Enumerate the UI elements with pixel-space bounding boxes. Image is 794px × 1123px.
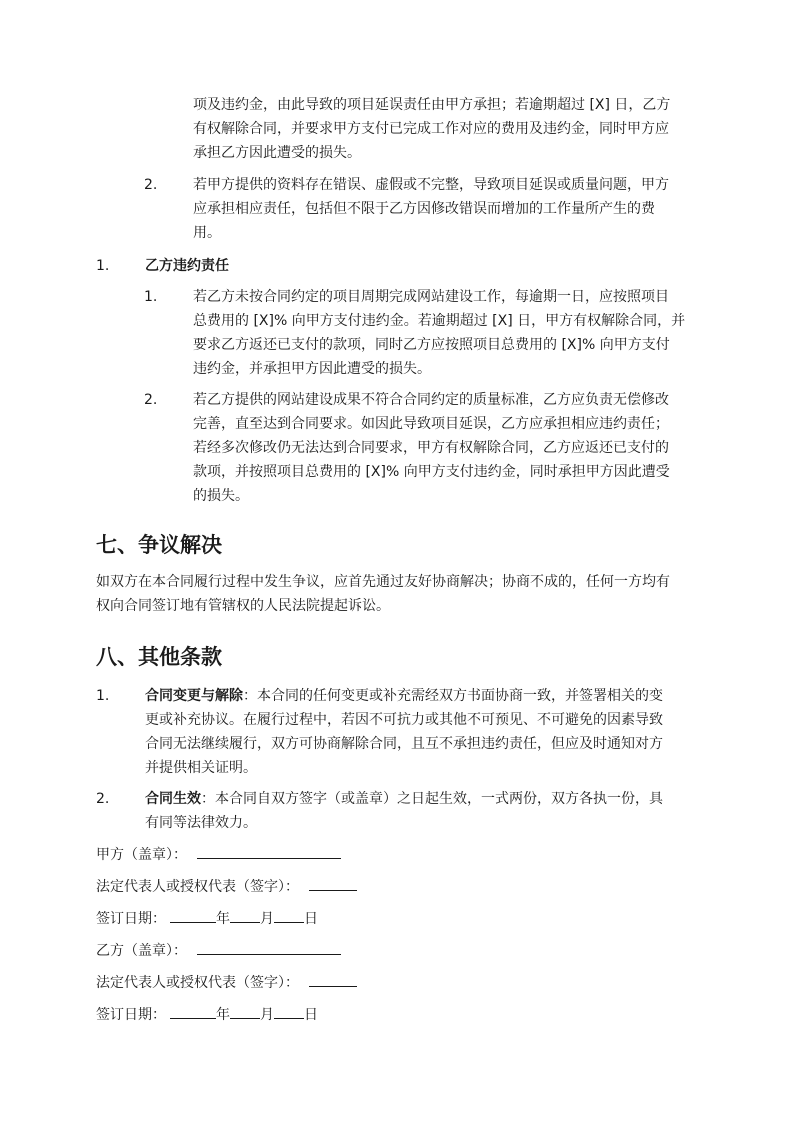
party-a-rep-row [96,874,357,899]
text-line: 要求乙方返还已支付的款项，同时乙方应按照项目总费用的 [X]% 向甲方支付 [193,337,670,353]
party-a-date-row [96,906,318,931]
date-label: 签订日期： [96,1007,166,1023]
day-label: 日 [304,911,318,927]
text-line: 总费用的 [X]% 向甲方支付违约金。若逾期超过 [X] 日，甲方有权解除合同，并 [193,313,686,329]
year-blank[interactable] [170,1002,216,1019]
text-line: 项及违约金，由此导致的项目延误责任由甲方承担；若逾期超过 [X] 日，乙方 [193,97,671,113]
text-line: 更或补充协议。在履行过程中，若因不可抗力或其他不可预见、不可避免的因素导致 [145,712,663,728]
year-label: 年 [216,1007,230,1023]
month-label: 月 [260,911,274,927]
party-b-item2 [193,388,670,508]
clause-label: 合同生效 [145,791,201,807]
party-b-rep-row [96,970,357,995]
year-label: 年 [216,911,230,927]
text-line: 用。 [193,225,221,241]
section-7-body [96,570,670,618]
party-a-item2 [193,173,669,245]
text-line [145,787,663,811]
party-a-rep-blank[interactable] [309,874,357,891]
text-line [145,684,663,708]
text-line: 若甲方提供的资料存在错误、虚假或不完整，导致项目延误或质量问题，甲方 [193,177,669,193]
party-a-seal-label: 甲方（盖章）： [96,847,187,863]
month-blank[interactable] [230,1002,260,1019]
section-7-title: 七、争议解决 [96,533,222,557]
party-a-seal-row [96,842,341,867]
text-line: 若乙方提供的网站建设成果不符合合同约定的质量标准，乙方应负责无偿修改 [193,392,669,408]
party-a-seal-blank[interactable] [197,842,341,859]
section-8-item2 [145,787,663,835]
text-line: 的损失。 [193,488,249,504]
party-b-seal-row [96,938,341,963]
text-line: 款项，并按照项目总费用的 [X]% 向甲方支付违约金，同时承担甲方因此遭受 [193,464,670,480]
section-8-item1 [145,684,663,780]
clause-text: ：本合同的任何变更或补充需经双方书面协商一致，并签署相关的变 [243,688,663,704]
list-number: 2. [144,392,158,408]
party-b-breach-heading: 乙方违约责任 [145,258,229,274]
list-number: 1. [96,688,110,704]
party-a-item1-continuation [193,93,670,165]
text-line: 应承担相应责任，包括但不限于乙方因修改错误而增加的工作量所产生的费 [193,201,655,217]
date-label: 签订日期： [96,911,166,927]
day-label: 日 [304,1007,318,1023]
text-line: 承担乙方因此遭受的损失。 [193,145,361,161]
text-line: 若经多次修改仍无法达到合同要求，甲方有权解除合同，乙方应返还已支付的 [193,440,669,456]
party-b-rep-blank[interactable] [309,970,357,987]
list-number: 2. [96,791,110,807]
party-a-rep-label: 法定代表人或授权代表（签字）： [96,879,299,895]
clause-text: ：本合同自双方签字（或盖章）之日起生效，一式两份，双方各执一份，具 [201,791,663,807]
day-blank[interactable] [274,906,304,923]
section-8-title: 八、其他条款 [96,645,222,669]
text-line: 并提供相关证明。 [145,760,257,776]
year-blank[interactable] [170,906,216,923]
text-line: 完善，直至达到合同要求。如因此导致项目延误，乙方应承担相应违约责任； [193,416,669,432]
clause-label: 合同变更与解除 [145,688,243,704]
month-label: 月 [260,1007,274,1023]
text-line: 有权解除合同，并要求甲方支付已完成工作对应的费用及违约金，同时甲方应 [193,121,669,137]
text-line: 合同无法继续履行，双方可协商解除合同，且互不承担违约责任，但应及时通知对方 [145,736,663,752]
month-blank[interactable] [230,906,260,923]
list-number: 1. [96,258,110,274]
list-number: 1. [144,289,158,305]
party-b-seal-label: 乙方（盖章）： [96,943,187,959]
text-line: 违约金，并承担甲方因此遭受的损失。 [193,361,431,377]
day-blank[interactable] [274,1002,304,1019]
text-line: 若乙方未按合同约定的项目周期完成网站建设工作，每逾期一日，应按照项目 [193,289,669,305]
party-b-item1 [193,285,685,381]
text-line: 权向合同签订地有管辖权的人民法院提起诉讼。 [96,598,390,614]
text-line: 有同等法律效力。 [145,815,257,831]
party-b-date-row [96,1002,318,1027]
text-line: 如双方在本合同履行过程中发生争议，应首先通过友好协商解决；协商不成的，任何一方均有 [96,574,670,590]
list-number: 2. [144,177,158,193]
party-b-rep-label: 法定代表人或授权代表（签字）： [96,975,299,991]
party-b-seal-blank[interactable] [197,938,341,955]
